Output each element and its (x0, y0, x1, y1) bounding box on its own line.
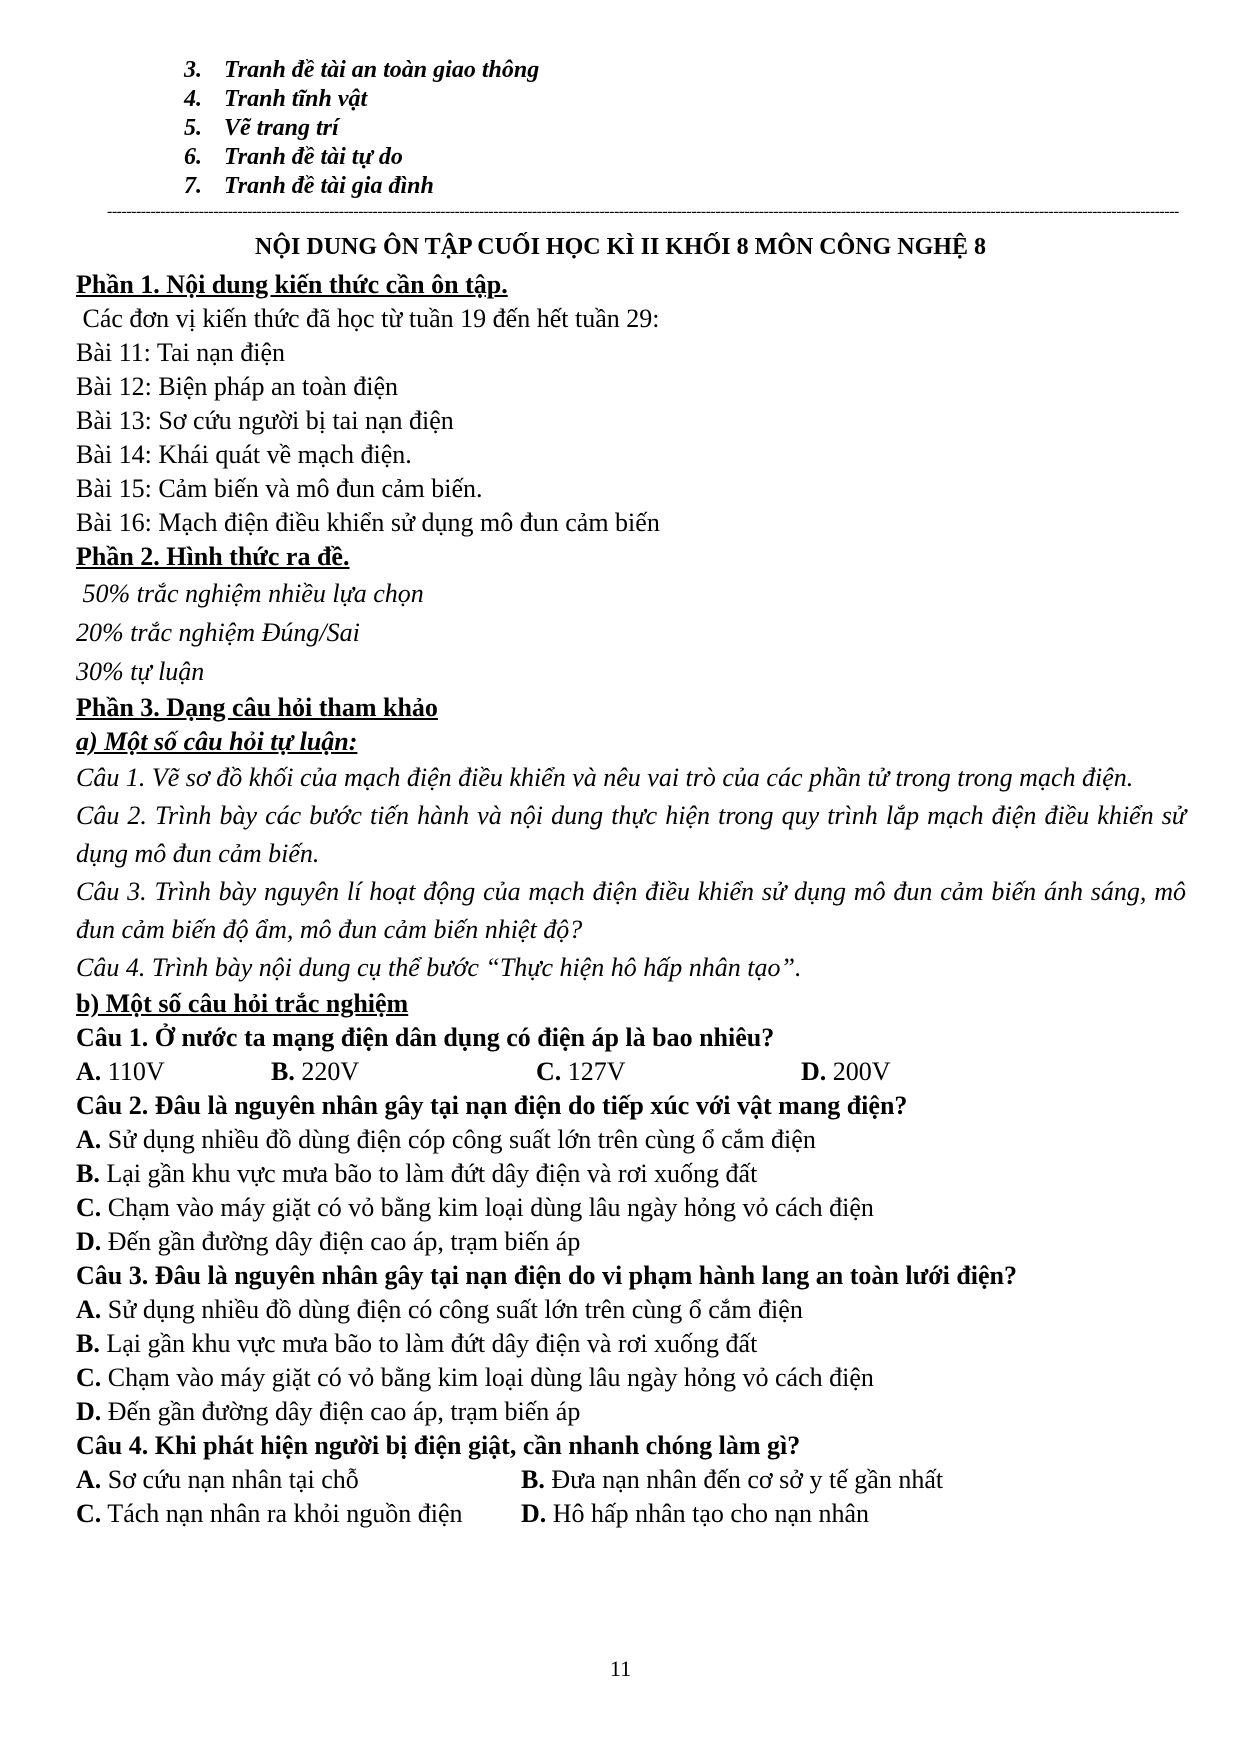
mc-heading: b) Một số câu hỏi trắc nghiệm (76, 989, 409, 1018)
option-d: D. Hô hấp nhân tạo cho nạn nhân (521, 1499, 870, 1528)
option-b: B. Đưa nạn nhân đến cơ sở y tế gần nhất (521, 1465, 944, 1494)
option-d: D. Đến gần đường dây điện cao áp, trạm biến áp (76, 1397, 581, 1426)
list-item: 3. Tranh đề tài an toàn giao thông (184, 57, 540, 83)
option-a: A. Sử dụng nhiều đồ dùng điện có công suất lớn trên cùng ổ cắm điện (76, 1295, 803, 1324)
option-a: A. 110V (76, 1057, 165, 1086)
part2-heading: Phần 2. Hình thức ra đề. (76, 542, 350, 571)
option-a: A. Sử dụng nhiều đồ dùng điện cóp công suất lớn trên cùng ổ cắm điện (76, 1125, 816, 1154)
dashed-divider: ------------------------------------------------------------------------------------------------------------------------------------------------------------------------------------------------------------------------------ (107, 205, 1179, 219)
option-b: B. Lại gần khu vực mưa bão to làm đứt dây điện và rơi xuống đất (76, 1329, 758, 1358)
mc-question-1: Câu 1. Ở nước ta mạng điện dân dụng có điện áp là bao nhiêu? (76, 1023, 775, 1052)
previous-topic-list (184, 56, 539, 201)
essay-question: Câu 2. Trình bày các bước tiến hành và nội dung thực hiện trong quy trình lắp mạch điện điều khiển sử dụng mô đun cảm biến. (76, 801, 1186, 868)
essay-question: Câu 1. Vẽ sơ đồ khối của mạch điện điều khiển và nêu vai trò của các phần tử trong trong mạch điện. (76, 763, 1134, 792)
option-d: D. 200V (801, 1057, 891, 1086)
option-c: C. Chạm vào máy giặt có vỏ bằng kim loại dùng lâu ngày hỏng vỏ cách điện (76, 1363, 874, 1392)
option-c: C. Chạm vào máy giặt có vỏ bằng kim loại dùng lâu ngày hỏng vỏ cách điện (76, 1193, 874, 1222)
list-item: 6. Tranh đề tài tự do (184, 144, 403, 170)
option-d: D. Đến gần đường dây điện cao áp, trạm biến áp (76, 1227, 581, 1256)
page-number: 11 (609, 1656, 632, 1681)
option-c: C. 127V (536, 1057, 626, 1086)
part1-heading: Phần 1. Nội dung kiến thức cần ôn tập. (76, 270, 508, 299)
mc-question-1-options (76, 1055, 1186, 1089)
essay-question: Câu 3. Trình bày nguyên lí hoạt động của mạch điện điều khiển sử dụng mô đun cảm biến ánh sáng, mô đun cảm biến độ ẩm, mô đun cảm biến nhiệt độ? (76, 877, 1186, 944)
option-a: A. Sơ cứu nạn nhân tại chỗ (76, 1465, 359, 1494)
lesson-item: Bài 12: Biện pháp an toàn điện (76, 372, 399, 401)
essay-question: Câu 4. Trình bày nội dung cụ thể bước “Thực hiện hô hấp nhân tạo”. (76, 953, 802, 982)
mc-question-4-options-row-2 (76, 1497, 1186, 1531)
document-title: NỘI DUNG ÔN TẬP CUỐI HỌC KÌ II KHỐI 8 MÔN CÔNG NGHỆ 8 (255, 234, 986, 260)
mc-question-4: Câu 4. Khi phát hiện người bị điện giật, cần nhanh chóng làm gì? (76, 1431, 801, 1460)
option-b: B. Lại gần khu vực mưa bão to làm đứt dây điện và rơi xuống đất (76, 1159, 758, 1188)
lesson-item: Bài 15: Cảm biến và mô đun cảm biến. (76, 474, 483, 503)
lesson-item: Bài 13: Sơ cứu người bị tai nạn điện (76, 406, 454, 435)
option-b: B. 220V (271, 1057, 360, 1086)
option-c: C. Tách nạn nhân ra khỏi nguồn điện (76, 1499, 463, 1528)
mc-question-4-options-row-1 (76, 1463, 1186, 1497)
list-item: 5. Vẽ trang trí (184, 115, 339, 141)
lesson-item: Bài 14: Khái quát về mạch điện. (76, 440, 412, 469)
mc-question-2: Câu 2. Đâu là nguyên nhân gây tại nạn điện do tiếp xúc với vật mang điện? (76, 1091, 908, 1120)
exam-format-item: 50% trắc nghiệm nhiều lựa chọn (76, 579, 424, 608)
list-item: 4. Tranh tĩnh vật (184, 86, 368, 112)
mc-question-3: Câu 3. Đâu là nguyên nhân gây tại nạn điện do vi phạm hành lang an toàn lưới điện? (76, 1261, 1018, 1290)
essay-heading: a) Một số câu hỏi tự luận: (76, 727, 358, 756)
part1-intro: Các đơn vị kiến thức đã học từ tuần 19 đến hết tuần 29: (76, 304, 660, 333)
lesson-item: Bài 11: Tai nạn điện (76, 338, 286, 367)
exam-format-item: 30% tự luận (76, 657, 205, 686)
list-item: 7. Tranh đề tài gia đình (184, 173, 434, 199)
exam-format-item: 20% trắc nghiệm Đúng/Sai (76, 618, 360, 647)
part3-heading: Phần 3. Dạng câu hỏi tham khảo (76, 693, 438, 722)
lesson-item: Bài 16: Mạch điện điều khiển sử dụng mô đun cảm biến (76, 508, 660, 537)
document-body (76, 268, 1186, 1531)
